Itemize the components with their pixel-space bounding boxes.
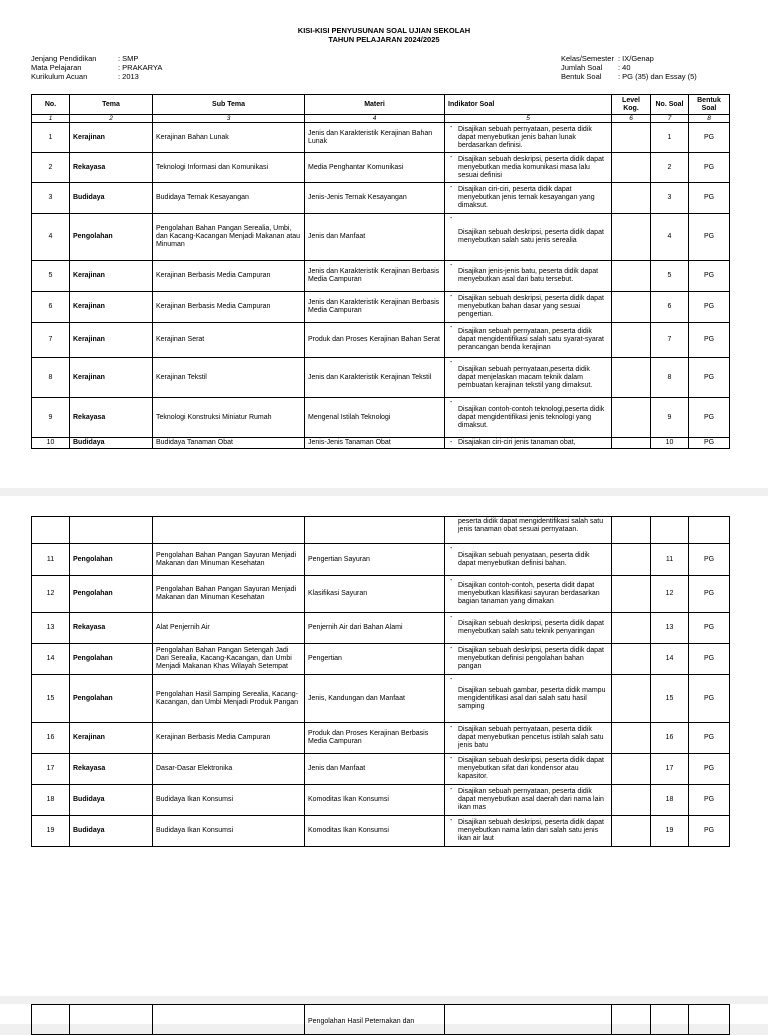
table-header-row [32,95,730,115]
bullet-dash: - [450,359,453,366]
indikator-cell [445,183,612,214]
subtema-cell: Kerajinan Serat [153,323,305,358]
meta-label: Jumlah Soal [561,63,603,72]
indikator-text: Disajikan sebuah pernyataan,peserta didik dapat menjelaskan macam teknik dalam pembuatan kerajinan tekstil yang dimaksut. [458,365,593,389]
row-number-cell: 2 [32,153,70,183]
no-soal-cell: 16 [651,723,689,754]
row-number-cell: 18 [32,785,70,816]
document-page-2 [0,496,768,996]
table-row [32,785,730,816]
row-number-cell: 16 [32,723,70,754]
indikator-text: Disajikan sebuah pernyataan, peserta didik dapat menyebutkan jenis bahan lunak berdasarkan definisi. [458,125,592,149]
indikator-text: Disajikan ciri-ciri, peserta didik dapat menyebutkan jenis ternak kesayangan yang dimaksut. [458,186,595,209]
indikator-cell [445,785,612,816]
indikator-text: Disajikan sebuah deskripsi, peserta didik dapat menyebutkan nama latin dari salah satu jenis ikan air laut [458,819,604,842]
subtema-cell: Kerajinan Berbasis Media Campuran [153,292,305,323]
tema-cell: Budidaya [70,438,153,449]
row-number-cell: 7 [32,323,70,358]
meta-value: : PRAKARYA [118,63,163,72]
no-soal-cell: 10 [651,438,689,449]
materi-cell: Media Penghantar Komunikasi [305,153,445,183]
level-cell [612,785,651,816]
no-soal-cell: 9 [651,398,689,438]
tema-cell: Budidaya [70,816,153,847]
no-soal-cell: 6 [651,292,689,323]
materi-cell: Komoditas Ikan Konsumsi [305,816,445,847]
subtema-cell: Alat Penjernih Air [153,613,305,644]
no-soal-cell: 18 [651,785,689,816]
row-number-cell: 17 [32,754,70,785]
no-soal-cell: 19 [651,816,689,847]
table-row [32,544,730,576]
materi-cell: Jenis dan Karakteristik Kerajinan Berbasis Media Campuran [305,261,445,292]
materi-cell: Mengenal Istilah Teknologi [305,398,445,438]
materi-cell: Jenis dan Manfaat [305,754,445,785]
row-number-cell: 11 [32,544,70,576]
materi-cell: Jenis dan Karakteristik Kerajinan Bahan Lunak [305,123,445,153]
tema-cell: Budidaya [70,183,153,214]
indikator-cell [445,214,612,261]
header-indikator: Indikator Soal [445,95,612,115]
level-cell [612,358,651,398]
table-row [32,358,730,398]
materi-cell: Jenis dan Manfaat [305,214,445,261]
row-number-cell: 4 [32,214,70,261]
materi-cell: Pengertian [305,644,445,675]
meta-value: : 2013 [118,72,139,81]
bullet-dash: - [450,676,453,683]
indikator-text: Disajiakan ciri-ciri jenis tanaman obat, [458,439,576,446]
bentuk-soal-cell: PG [689,644,730,675]
table-row [32,398,730,438]
row-number-cell: 10 [32,438,70,449]
indikator-text: Disajikan jenis-jenis batu, peserta didik dapat menyebutkan asal dari batu tersebut. [458,268,599,283]
bentuk-soal-cell: PG [689,323,730,358]
indikator-cell [445,123,612,153]
indikator-text: Disajikan sebuah pernyataan, peserta didik dapat menyebutkan pencetus istilah salah satu jenis batu [458,726,604,749]
indikator-text: Disajikan sebuah deskripsi, peserta didik dapat menyebutkan salah satu jenis serealia [458,229,604,244]
level-cell [612,816,651,847]
row-number-cell: 19 [32,816,70,847]
index-cell: 5 [445,115,612,123]
no-soal-cell: 8 [651,358,689,398]
indikator-text: Disajikan sebuah gambar, peserta didik mampu mengidentifikasi asal dari salah satu hasil samping [458,686,606,710]
document-page-3 [0,1004,768,1024]
materi-cell: Produk dan Proses Kerajinan Berbasis Media Campuran [305,723,445,754]
tema-cell: Kerajinan [70,723,153,754]
row-number-cell: 3 [32,183,70,214]
kisi-kisi-table-continued [31,516,730,847]
subtema-cell: Pengolahan Hasil Samping Serealia, Kacang-Kacangan, dan Umbi Menjadi Produk Pangan [153,675,305,723]
materi-cell: Jenis dan Karakteristik Kerajinan Tekstil [305,358,445,398]
row-number-cell: 1 [32,123,70,153]
bullet-dash: - [450,786,453,793]
bullet-dash: - [450,124,453,131]
bentuk-soal-cell: PG [689,723,730,754]
no-soal-cell: 7 [651,323,689,358]
table-row [32,292,730,323]
no-soal-cell: 13 [651,613,689,644]
bullet-dash: - [450,755,453,762]
bullet-dash: - [450,724,453,731]
document-page-1 [0,0,768,488]
header-materi: Materi [305,95,445,115]
indikator-cell [445,576,612,613]
indikator-text: Disajikan contoh-contoh, peserta didit dapat menyebutkan klasifikasi sayuran berdasarkan bagian tanaman yang dimakan [458,582,600,605]
row-number-cell: 6 [32,292,70,323]
bullet-dash: - [450,184,453,191]
indikator-cell [445,723,612,754]
bentuk-soal-cell: PG [689,153,730,183]
tema-cell: Pengolahan [70,544,153,576]
meta-label: Jenjang Pendidikan [31,54,97,63]
meta-right [561,54,697,81]
indikator-cell [445,644,612,675]
level-cell [612,644,651,675]
no-soal-cell: 15 [651,675,689,723]
tema-cell: Kerajinan [70,358,153,398]
tema-cell: Kerajinan [70,292,153,323]
no-soal-cell: 12 [651,576,689,613]
no-soal-cell: 4 [651,214,689,261]
bullet-dash: - [450,439,453,446]
no-soal-cell: 11 [651,544,689,576]
bullet-dash: - [450,262,453,269]
indikator-cell [445,438,612,449]
bentuk-soal-cell: PG [689,816,730,847]
index-cell: 7 [651,115,689,123]
bentuk-soal-cell: PG [689,214,730,261]
subtema-cell: Kerajinan Tekstil [153,358,305,398]
subtema-cell: Teknologi Informasi dan Komunikasi [153,153,305,183]
table-row [32,754,730,785]
subtema-cell: Pengolahan Bahan Pangan Sayuran Menjadi Makanan dan Minuman Kesehatan [153,576,305,613]
tema-cell: Pengolahan [70,675,153,723]
kisi-kisi-table-continued-2 [31,1004,730,1035]
level-cell [612,214,651,261]
indikator-text: Disajikan sebuah deskripsi, peserta didik dapat menyebutkan sifat dari kondensor atau kapasitor. [458,757,604,780]
header-level: Level Kog. [612,95,651,115]
bullet-dash: - [450,293,453,300]
level-cell [612,438,651,449]
subtema-cell: Pengolahan Bahan Pangan Setengah Jadi Dari Serealia, Kacang-Kacangan, dan Umbi Menjadi Makanan Khas Wilayah Setempat [153,644,305,675]
materi-cell: Jenis-Jenis Tanaman Obat [305,438,445,449]
table-row [32,644,730,675]
table-row [32,438,730,449]
bentuk-soal-cell: PG [689,358,730,398]
no-soal-cell: 3 [651,183,689,214]
table-row [32,153,730,183]
table-row [32,816,730,847]
tema-cell: Pengolahan [70,576,153,613]
index-cell: 6 [612,115,651,123]
table-row [32,214,730,261]
no-soal-cell: 14 [651,644,689,675]
bullet-dash: - [450,817,453,824]
indikator-cell [445,544,612,576]
row-number-cell: 12 [32,576,70,613]
index-cell: 4 [305,115,445,123]
meta-label: Kurikulum Acuan [31,72,88,81]
tema-cell: Rekayasa [70,613,153,644]
index-cell: 3 [153,115,305,123]
meta-row-kelas [561,54,654,63]
meta-row-kurikulum [31,72,139,81]
bullet-dash: - [450,577,453,584]
indikator-cell [445,816,612,847]
materi-cell: Jenis-Jenis Ternak Kesayangan [305,183,445,214]
materi-cell: Komoditas Ikan Konsumsi [305,785,445,816]
indikator-text: Disajikan sebuah pernyataan, peserta didik dapat menyebutkan asal daerah dari nama lain ikan mas [458,788,604,811]
subtema-cell: Kerajinan Bahan Lunak [153,123,305,153]
level-cell [612,123,651,153]
subtema-cell: Budidaya Tanaman Obat [153,438,305,449]
meta-row-mapel [31,63,163,72]
bentuk-soal-cell: PG [689,438,730,449]
no-soal-cell: 5 [651,261,689,292]
table-row [32,123,730,153]
bentuk-soal-cell: PG [689,398,730,438]
subtema-cell: Budidaya Ternak Kesayangan [153,183,305,214]
bentuk-soal-cell: PG [689,754,730,785]
meta-left [31,54,163,81]
indikator-cell [445,292,612,323]
subtema-cell: Budidaya Ikan Konsumsi [153,785,305,816]
index-cell: 1 [32,115,70,123]
document-subtitle: TAHUN PELAJARAN 2024/2025 [328,35,440,44]
materi-cell: Produk dan Proses Kerajinan Bahan Serat [305,323,445,358]
bullet-dash: - [450,215,453,222]
meta-row-bentuk [561,72,697,81]
table-row [32,576,730,613]
materi-cell: Pengolahan Hasil Peternakan dan [305,1005,445,1035]
indikator-cell [445,613,612,644]
materi-cell: Jenis dan Karakteristik Kerajinan Berbasis Media Campuran [305,292,445,323]
meta-row-jenjang [31,54,139,63]
kisi-kisi-table [31,94,730,449]
indikator-cell [445,754,612,785]
indikator-cell [445,261,612,292]
materi-cell: Penjernih Air dari Bahan Alami [305,613,445,644]
meta-label: Bentuk Soal [561,72,602,81]
tema-cell: Rekayasa [70,153,153,183]
indikator-text: Disajikan sebuah pernyataan, peserta didik dapat mengidentifikasi salah satu syarat-syarat perancangan benda kerajinan [458,328,604,351]
index-cell: 8 [689,115,730,123]
tema-cell: Kerajinan [70,261,153,292]
no-soal-cell: 17 [651,754,689,785]
meta-label: Kelas/Semester [561,54,614,63]
indikator-cell [445,398,612,438]
subtema-cell: Budidaya Ikan Konsumsi [153,816,305,847]
table-row [32,723,730,754]
tema-cell: Pengolahan [70,644,153,675]
subtema-cell: Pengolahan Bahan Pangan Serealia, Umbi, dan Kacang-Kacangan Menjadi Makanan atau Minuman [153,214,305,261]
bentuk-soal-cell: PG [689,292,730,323]
bentuk-soal-cell: PG [689,576,730,613]
table-index-row [32,115,730,123]
row-number-cell: 14 [32,644,70,675]
bullet-dash: - [450,614,453,621]
tema-cell: Kerajinan [70,123,153,153]
row-number-cell: 9 [32,398,70,438]
level-cell [612,292,651,323]
subtema-cell: Dasar-Dasar Elektronika [153,754,305,785]
header-no-soal: No. Soal [651,95,689,115]
level-cell [612,398,651,438]
level-cell [612,576,651,613]
meta-value: : 40 [618,63,631,72]
bentuk-soal-cell: PG [689,261,730,292]
header-bentuk: Bentuk Soal [689,95,730,115]
indikator-cell: peserta didik dapat mengidentifikasi salah satu jenis tanaman obat sesuai pernyataan. [445,517,612,544]
bullet-dash: - [450,645,453,652]
subtema-cell: Teknologi Konstruksi Miniatur Rumah [153,398,305,438]
meta-value: : SMP [118,54,139,63]
row-number-cell: 8 [32,358,70,398]
materi-cell: Pengertian Sayuran [305,544,445,576]
tema-cell: Kerajinan [70,323,153,358]
tema-cell: Rekayasa [70,754,153,785]
table-row [32,613,730,644]
bentuk-soal-cell: PG [689,123,730,153]
materi-cell: Jenis, Kandungan dan Manfaat [305,675,445,723]
meta-label: Mata Pelajaran [31,63,82,72]
no-soal-cell: 2 [651,153,689,183]
level-cell [612,544,651,576]
indikator-text: Disajikan sebuah deskripsi, peserta didik dapat menyebutkan definisi pengolahan bahan pangan [458,647,604,670]
indikator-cell [445,675,612,723]
indikator-text: Disajikan sebuah deskripsi, peserta didik dapat menyebutkan media komunikasi masa lalu sesuai definisi [458,155,604,179]
row-number-cell: 5 [32,261,70,292]
indikator-text: Disajikan sebuah deskripsi, peserta didik dapat menyebutkan salah satu teknik penyaringan [458,620,604,635]
level-cell [612,675,651,723]
row-number-cell: 13 [32,613,70,644]
tema-cell: Pengolahan [70,214,153,261]
table-row [32,261,730,292]
indikator-text: Disajikan sebuah penyataan, peserta didik dapat menyebutkan definisi bahan. [458,551,590,567]
bullet-dash: - [450,324,453,331]
table-row [32,323,730,358]
row-number-cell: 15 [32,675,70,723]
tema-cell: Rekayasa [70,398,153,438]
bullet-dash: - [450,399,453,406]
bentuk-soal-cell: PG [689,675,730,723]
bentuk-soal-cell: PG [689,183,730,214]
subtema-cell: Kerajinan Berbasis Media Campuran [153,723,305,754]
level-cell [612,723,651,754]
bentuk-soal-cell: PG [689,613,730,644]
bullet-dash: - [450,545,453,552]
level-cell [612,153,651,183]
table-row [32,675,730,723]
table-row [32,1005,730,1035]
bentuk-soal-cell: PG [689,785,730,816]
bentuk-soal-cell: PG [689,544,730,576]
subtema-cell: Pengolahan Bahan Pangan Sayuran Menjadi Makanan dan Minuman Kesehatan [153,544,305,576]
meta-row-jumlah [561,63,631,72]
document-title: KISI-KISI PENYUSUNAN SOAL UJIAN SEKOLAH [297,26,471,35]
level-cell [612,261,651,292]
tema-cell: Budidaya [70,785,153,816]
materi-cell: Klasifikasi Sayuran [305,576,445,613]
meta-value: : IX/Genap [618,54,654,63]
header-tema: Tema [70,95,153,115]
index-cell: 2 [70,115,153,123]
level-cell [612,323,651,358]
level-cell [612,754,651,785]
indikator-text: Disajikan sebuah deskripsi, peserta didik dapat menyebutkan bahan dasar yang sesuai pengertian. [458,295,604,318]
indikator-text: Disajikan contoh-contoh teknologi,peserta didik dapat mengidentifikasi jenis teknologi yang dimaksut. [458,405,605,429]
level-cell [612,613,651,644]
header-no: No. [32,95,70,115]
indikator-cell [445,153,612,183]
indikator-cell [445,323,612,358]
subtema-cell: Kerajinan Berbasis Media Campuran [153,261,305,292]
meta-value: : PG (35) dan Essay (5) [618,72,697,81]
table-row [32,183,730,214]
no-soal-cell: 1 [651,123,689,153]
indikator-cell [445,358,612,398]
bullet-dash: - [450,154,453,161]
level-cell [612,183,651,214]
header-subtema: Sub Tema [153,95,305,115]
table-row-continuation [32,517,730,544]
